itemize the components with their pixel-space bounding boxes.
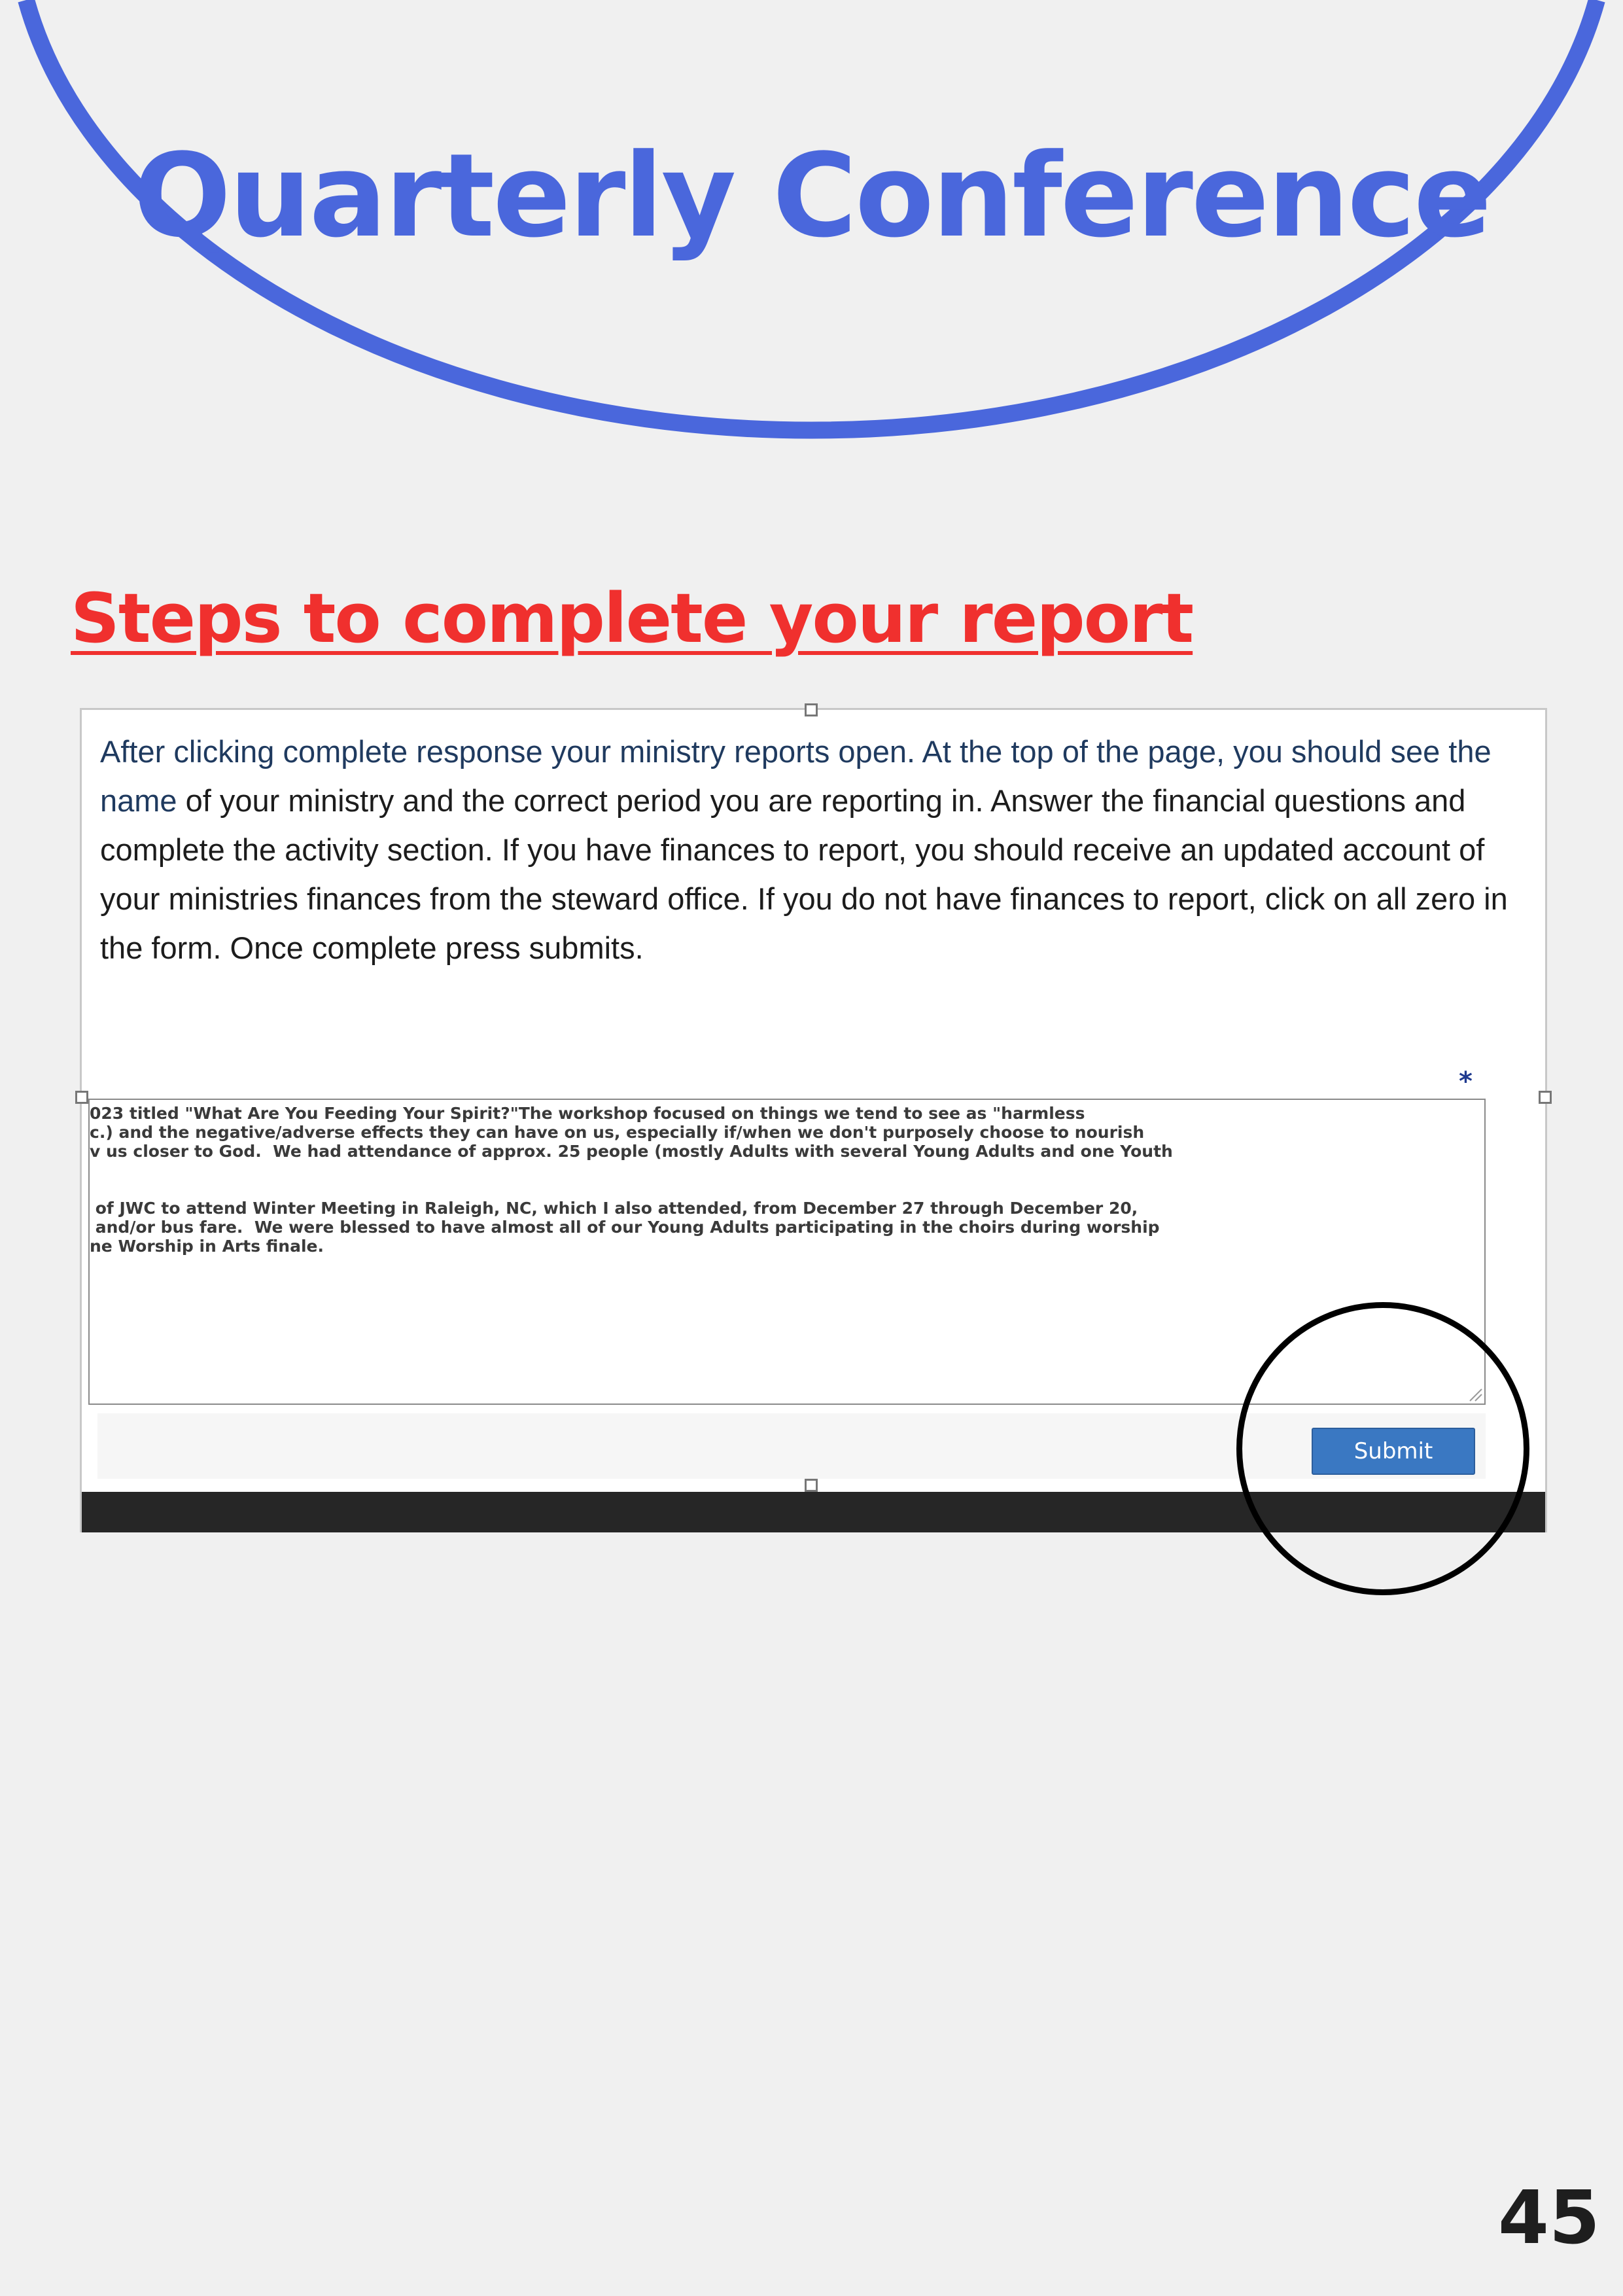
required-marker: * xyxy=(1459,1067,1473,1097)
instructions-rest: of your ministry and the correct period you are reporting in. Answer the financial questions and complete the activity section. If you have finances to report, you should receive an updated account of your ministries finances from the steward office. If you do not have finances to report, click on all zero in the form. Once complete press submits. xyxy=(100,783,1508,965)
resize-handle-left xyxy=(75,1091,88,1104)
resize-handle-top xyxy=(805,703,818,716)
submit-button[interactable]: Submit xyxy=(1312,1428,1475,1475)
section-heading: Steps to complete your report xyxy=(71,578,1193,658)
instructions-lead: After clicking complete response your ministry reports open. At the top of the page, you should see the name xyxy=(100,734,1492,818)
resize-handle-right xyxy=(1539,1091,1552,1104)
instructions-text xyxy=(100,727,1526,972)
resize-handle-bottom xyxy=(805,1479,818,1492)
page-number: 45 xyxy=(1498,2176,1600,2261)
textarea-text: 023 titled "What Are You Feeding Your Spirit?"The workshop focused on things we tend to see as "harmless c.) and the negative/adverse effects they can have on us, especially if/when we don't purposely choose to nourish v us closer to God. We had attendance of approx. 25 people (mostly Adults with several Young Adults and one Youth of JWC to attend Winter Meeting in Raleigh, NC, which I also attended, from December 27 through December 20, and/or bus fare. We were blessed to have almost all of our Young Adults participating in the choirs during worship ne Worship in Arts finale. xyxy=(90,1104,1173,1256)
page-title: Quarterly Conference xyxy=(133,129,1490,263)
highlight-circle xyxy=(1236,1302,1529,1595)
